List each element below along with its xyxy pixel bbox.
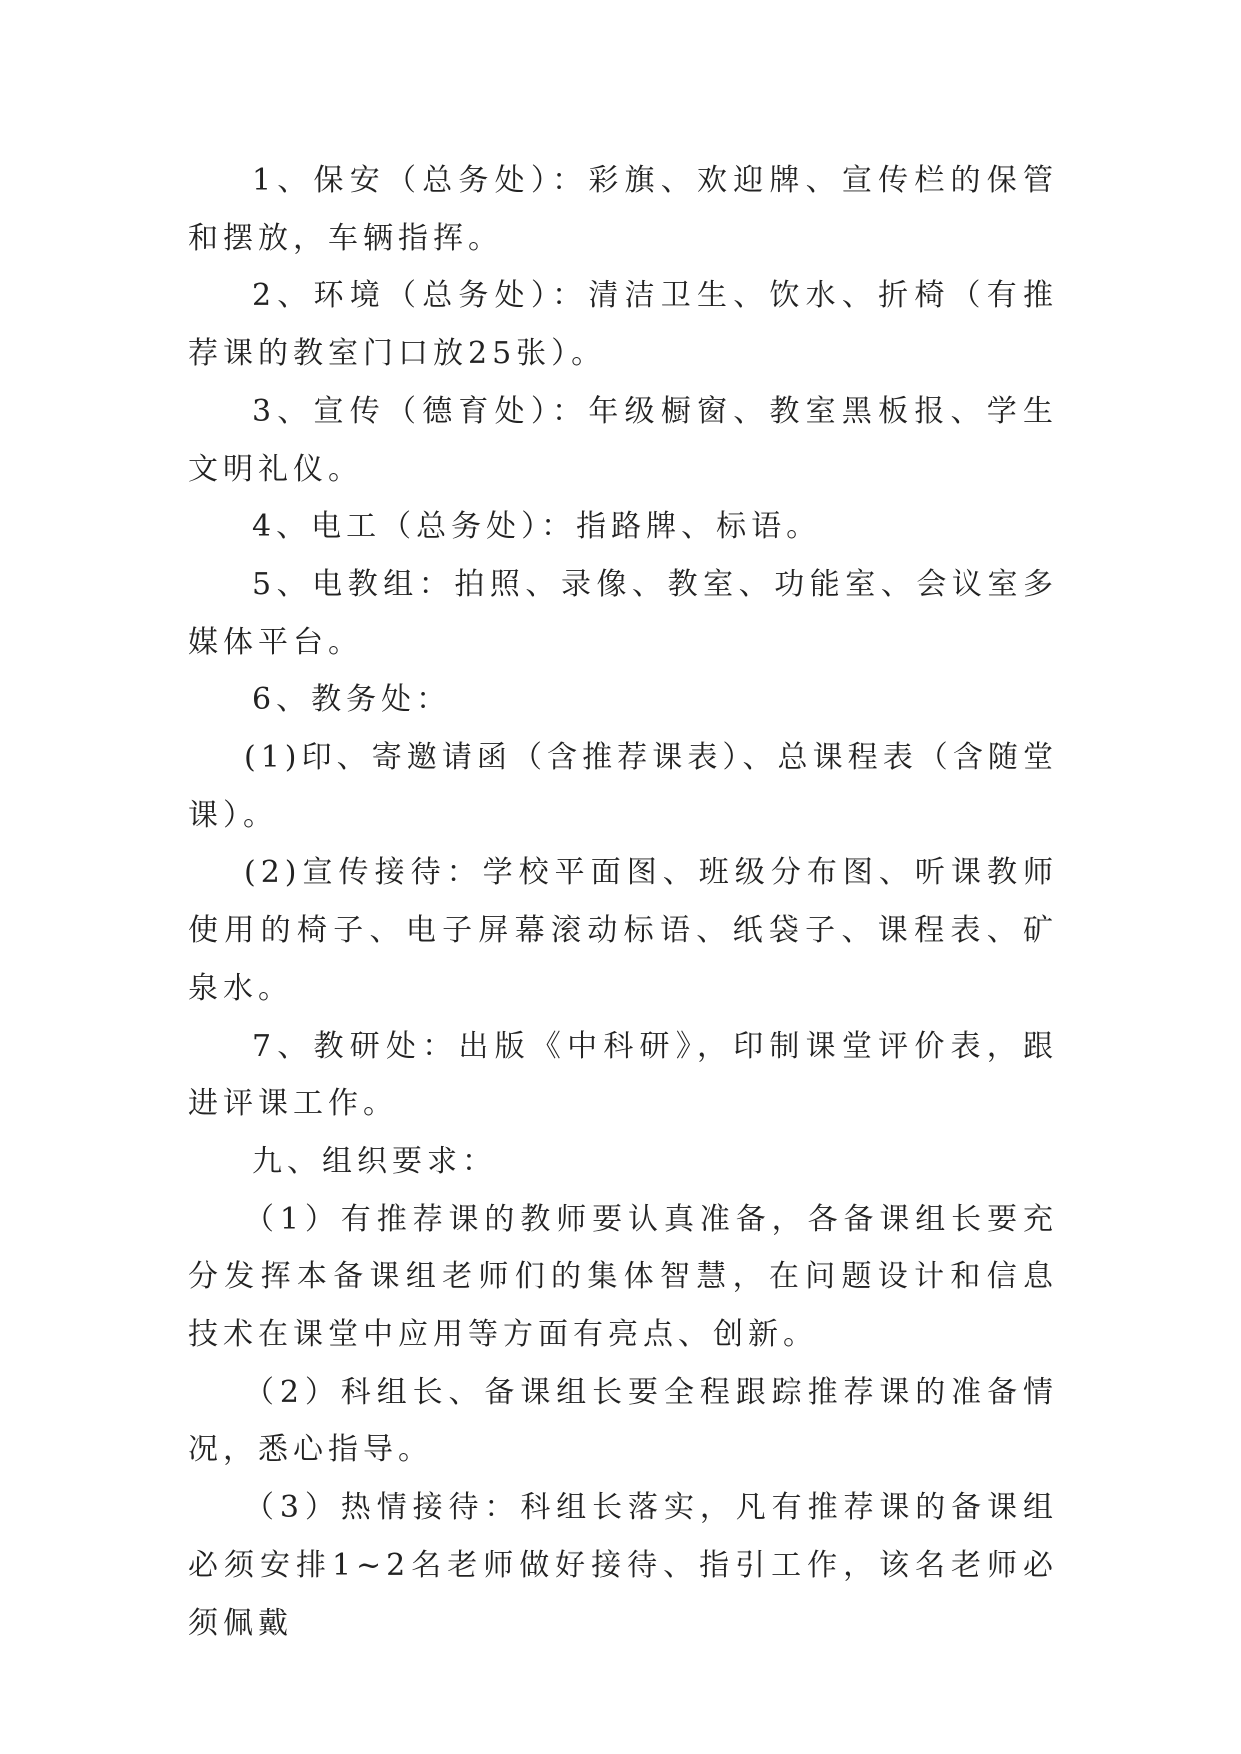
paragraph-electrician: 4、电工（总务处）：指路牌、标语。 <box>252 509 822 545</box>
paragraph-academic-item-1: (1)印、寄邀请函（含推荐课表）、总课程表（含随堂课）。 <box>188 740 1058 833</box>
paragraph-academic-office: 6、教务处： <box>252 682 452 718</box>
paragraph-requirement-1: （1）有推荐课的教师要认真准备，各备课组长要充分发挥本备课组老师们的集体智慧，在问题设计和信息技术在课堂中应用等方面有亮点、创新。 <box>188 1201 1058 1353</box>
paragraph-research-office: 7、教研处：出版《中科研》，印制课堂评价表，跟进评课工作。 <box>188 1028 1058 1122</box>
paragraph-av-group: 5、电教组：拍照、录像、教室、功能室、会议室多媒体平台。 <box>188 566 1058 660</box>
document-body <box>188 152 1058 1652</box>
paragraph-security: 1、保安（总务处）：彩旗、欢迎牌、宣传栏的保管和摆放，车辆指挥。 <box>188 163 1058 256</box>
paragraph-requirement-3: （3）热情接待：科组长落实，凡有推荐课的备课组必须安排1~2名老师做好接待、指引工作，该名老师必须佩戴 <box>188 1490 1058 1641</box>
section-heading-organization: 九、组织要求： <box>252 1143 497 1179</box>
paragraph-publicity: 3、宣传（德育处）：年级橱窗、教室黑板报、学生文明礼仪。 <box>188 393 1058 487</box>
paragraph-environment: 2、环境（总务处）：清洁卫生、饮水、折椅（有推荐课的教室门口放25张）。 <box>188 278 1058 372</box>
paragraph-requirement-2: （2）科组长、备课组长要全程跟踪推荐课的准备情况，悉心指导。 <box>188 1374 1058 1468</box>
paragraph-academic-item-2: (2)宣传接待：学校平面图、班级分布图、听课教师使用的椅子、电子屏幕滚动标语、纸袋子、课程表、矿泉水。 <box>188 855 1058 1006</box>
